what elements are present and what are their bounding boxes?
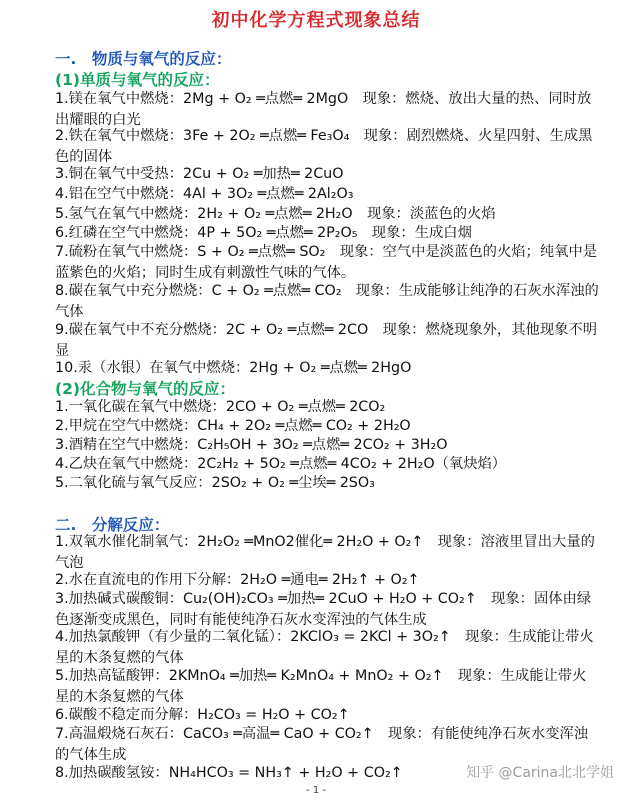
- equation-item: 5.加热高锰酸钾：2KMnO₄ ═加热═ K₂MnO₄ + MnO₂ + O₂↑ 现象：生成能让带火星的木条复燃的气体: [55, 668, 587, 705]
- section-heading-oxygen-reactions: 一. 物质与氧气的反应：: [55, 50, 232, 68]
- equation-item: 3.加热碱式碳酸铜：Cu₂(OH)₂CO₃ ═加热═ 2CuO + H₂O + CO₂↑ 现象：固体由绿色逐渐变成黑色，同时有能使纯净石灰水变浑浊的气体生成: [55, 591, 592, 628]
- equation-item: 4.加热氯酸钾（有少量的二氧化锰）：2KClO₃ = 2KCl + 3O₂↑ 现象：生成能让带火星的木条复燃的气体: [55, 629, 594, 666]
- equation-item: 6.红磷在空气中燃烧：4P + 5O₂ ═点燃═ 2P₂O₅ 现象：生成白烟: [55, 225, 472, 241]
- equation-item: 2.水在直流电的作用下分解：2H₂O ═通电═ 2H₂↑ + O₂↑: [55, 572, 420, 588]
- equation-item: 7.高温煅烧石灰石：CaCO₃ ═高温═ CaO + CO₂↑ 现象：有能使纯净石灰水变浑浊的气体生成: [55, 726, 589, 763]
- subsection-heading-elements: (1)单质与氧气的反应：: [55, 71, 220, 89]
- equation-item: 5.二氧化硫与氧气反应：2SO₂ + O₂ ═尘埃═ 2SO₃: [55, 475, 375, 491]
- equation-item: 5.氢气在氧气中燃烧：2H₂ + O₂ ═点燃═ 2H₂O 现象：淡蓝色的火焰: [55, 206, 496, 222]
- equation-item: 10.汞（水银）在氧气中燃烧：2Hg + O₂ ═点燃═ 2HgO: [55, 360, 412, 376]
- equation-item: 3.酒精在空气中燃烧：C₂H₅OH + 3O₂ ═点燃═ 2CO₂ + 3H₂O: [55, 437, 448, 453]
- equation-item: 1.一氧化碳在氧气中燃烧：2CO + O₂ ═点燃═ 2CO₂: [55, 399, 386, 415]
- equation-item: 3.铜在氧气中受热：2Cu + O₂ ═加热═ 2CuO: [55, 166, 344, 182]
- equation-item: 8.碳在氧气中充分燃烧：C + O₂ ═点燃═ CO₂ 现象：生成能够让纯净的石灰水浑浊的气体: [55, 283, 599, 320]
- subsection-heading-compounds: (2)化合物与氧气的反应：: [55, 380, 235, 398]
- equation-item: 4.铝在空气中燃烧：4Al + 3O₂ ═点燃═ 2Al₂O₃: [55, 186, 354, 202]
- equation-item: 8.加热碳酸氢铵：NH₄HCO₃ = NH₃↑ + H₂O + CO₂↑: [55, 765, 403, 781]
- equation-item: 7.硫粉在氧气中燃烧：S + O₂ ═点燃═ SO₂ 现象：空气中是淡蓝色的火焰；纯氧中是蓝紫色的火焰；同时生成有刺激性气味的气体。: [55, 244, 598, 281]
- equation-item: 9.碳在氧气中不充分燃烧：2C + O₂ ═点燃═ 2CO 现象：燃烧现象外，其他现象不明显: [55, 322, 598, 359]
- page-number: - 1 -: [306, 785, 326, 796]
- watermark: 知乎 @Carina北北学姐: [466, 765, 614, 781]
- equation-item: 1.镁在氧气中燃烧：2Mg + O₂ ═点燃═ 2MgO 现象：燃烧、放出大量的热、同时放出耀眼的白光: [55, 91, 592, 128]
- section-heading-decomposition: 二. 分解反应：: [55, 516, 170, 534]
- page-title: 初中化学方程式现象总结: [211, 10, 421, 31]
- equation-item: 4.乙炔在氧气中燃烧：2C₂H₂ + 5O₂ ═点燃═ 4CO₂ + 2H₂O（氧炔焰）: [55, 456, 507, 472]
- equation-item: 6.碳酸不稳定而分解：H₂CO₃ = H₂O + CO₂↑: [55, 707, 350, 723]
- equation-item: 2.甲烷在空气中燃烧：CH₄ + 2O₂ ═点燃═ CO₂ + 2H₂O: [55, 418, 411, 434]
- equation-item: 2.铁在氧气中燃烧：3Fe + 2O₂ ═点燃═ Fe₃O₄ 现象：剧烈燃烧、火星四射、生成黑色的固体: [55, 128, 593, 165]
- equation-item: 1.双氧水催化制氧气：2H₂O₂ ═MnO2催化═ 2H₂O + O₂↑ 现象：溶液里冒出大量的气泡: [55, 534, 595, 571]
